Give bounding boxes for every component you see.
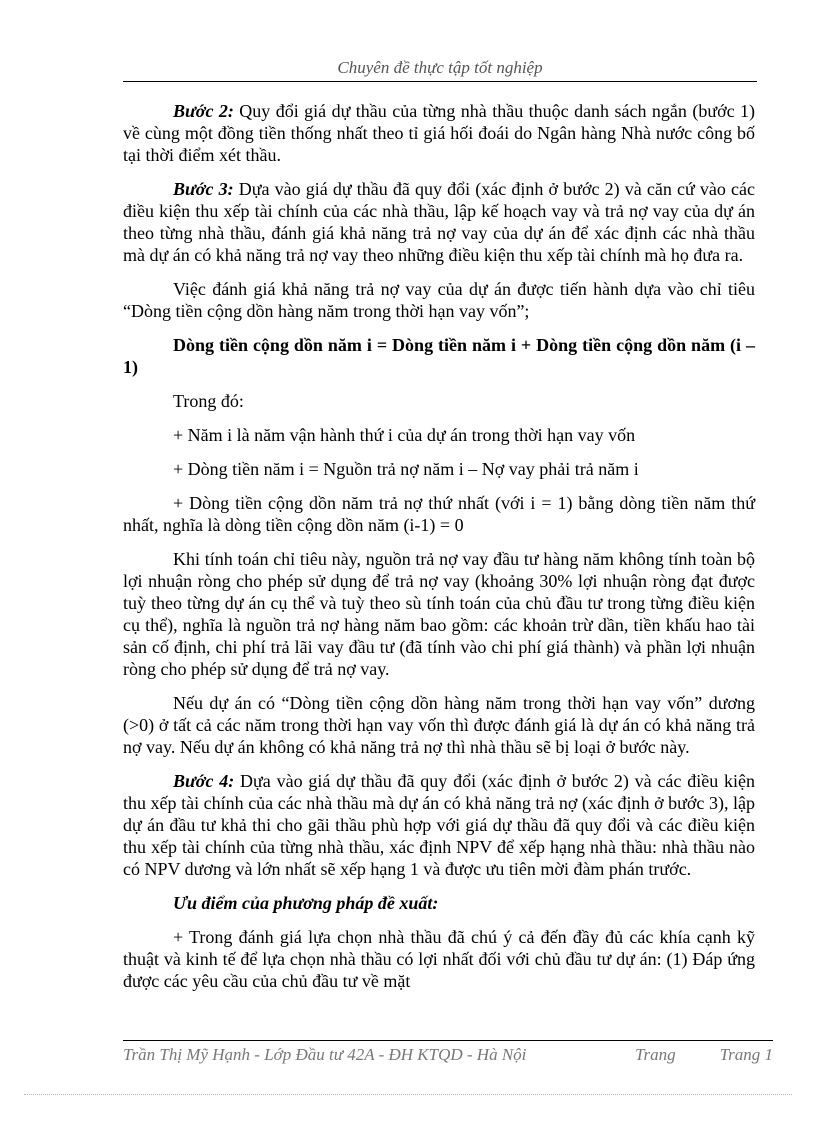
footer-page [635,1045,773,1065]
formula-cumulative-cashflow: Dòng tiền cộng dồn năm i = Dòng tiền năm i + Dòng tiền cộng dồn năm (i – 1) [123,335,755,377]
paragraph-evaluation: Việc đánh giá khả năng trả nợ vay của dự án được tiến hành dựa vào chỉ tiêu “Dòng tiền cộng dồn hàng năm trong thời hạn vay vốn”; [123,279,755,321]
paragraph-advantage-1: + Trong đánh giá lựa chọn nhà thầu đã chú ý cả đến đầy đủ các khía cạnh kỹ thuật và kinh tế để lựa chọn nhà thầu có lợi nhất đối với chủ đầu tư dự án: (1) Đáp ứng được các yêu cầu của chủ đầu tư về mặt [123,927,755,991]
page-break-line [24,1094,792,1095]
step-2-text: Quy đổi giá dự thầu của từng nhà thầu thuộc danh sách ngắn (bước 1) về cùng một đồng tiền thống nhất theo tỉ giá hối đoái do Ngân hàng Nhà nước công bố tại thời điểm xét thầu. [123,101,756,165]
footer-page-number: Trang 1 [719,1045,773,1064]
paragraph-positive-cashflow: Nếu dự án có “Dòng tiền cộng dồn hàng năm trong thời hạn vay vốn” dương (>0) ở tất cả các năm trong thời hạn vay vốn thì được đánh giá là dự án có khả năng trả nợ vay. Nếu dự án không có khả năng trả nợ thì nhà thầu sẽ bị loại ở bước này. [123,693,755,757]
paragraph-step-3 [123,178,755,266]
step-4-text: Dựa vào giá dự thầu đã quy đổi (xác định ở bước 2) và các điều kiện thu xếp tài chính của các nhà thầu mà dự án có khả năng trả nợ (xác định ở bước 3), lập dự án đầu tư khả thi cho gãi thầu phù hợp với giá dự thầu đã quy đổi và các điều kiện thu xếp tài chính của từng nhà thầu, xác định NPV để xếp hạng nhà thầu: nhà thầu nào có NPV dương và lớn nhất sẽ xếp hạng 1 và được ưu tiên mời đàm phán trước. [123,771,755,879]
bullet-first-year: + Dòng tiền cộng dồn năm trả nợ thứ nhất (với i = 1) bằng dòng tiền năm thứ nhất, nghĩa là dòng tiền cộng dồn năm (i-1) = 0 [123,493,755,535]
advantages-heading: Ưu điểm của phương pháp đề xuất: [173,893,439,913]
document-body [123,100,755,1004]
footer-author: Trần Thị Mỹ Hạnh - Lớp Đầu tư 42A - ĐH KTQD - Hà Nội [123,1045,527,1064]
paragraph-step-4 [123,770,755,880]
paragraph-step-2 [123,100,755,166]
where-label: Trong đó: [173,391,244,411]
footer-page-label: Trang [634,1045,676,1064]
step-3-text: Dựa vào giá dự thầu đã quy đổi (xác định ở bước 2) và căn cứ vào các điều kiện thu xếp tài chính của các nhà thầu, lập kế hoạch vay và trả nợ vay của dự án theo từng nhà thầu, đánh giá khả năng trả nợ vay của dự án để xác định các nhà thầu mà dự án có khả năng trả nợ vay theo những điều kiện thu xếp tài chính mà họ đưa ra. [123,179,755,265]
bullet-cashflow-year-i: + Dòng tiền năm i = Nguồn trả nợ năm i – Nợ vay phải trả năm i [173,459,639,479]
bullet-year-i: + Năm i là năm vận hành thứ i của dự án trong thời hạn vay vốn [173,425,636,445]
step-4-label: Bước 4: [173,771,235,791]
step-3-label: Bước 3: [173,179,234,199]
step-2-label: Bước 2: [173,101,234,121]
page-footer [123,1040,773,1065]
paragraph-calculation: Khi tính toán chỉ tiêu này, nguồn trả nợ vay đầu tư hàng năm không tính toàn bộ lợi nhuận ròng cho phép sử dụng để trả nợ vay (khoảng 30% lợi nhuận ròng đạt được tuỳ theo từng dự án cụ thể và tuỳ theo sù tính toán của chủ đầu tư trong từng điều kiện cụ thể), nghĩa là nguồn trả nợ hàng năm bao gồm: các khoản trừ dần, tiền khấu hao tài sản cố định, chi phí trả lãi vay đầu tư (đã tính vào chi phí giá thành) và phần lợi nhuận ròng cho phép sử dụng để trả nợ vay. [123,549,755,679]
page-header: Chuyên đề thực tập tốt nghiệp [123,58,757,82]
